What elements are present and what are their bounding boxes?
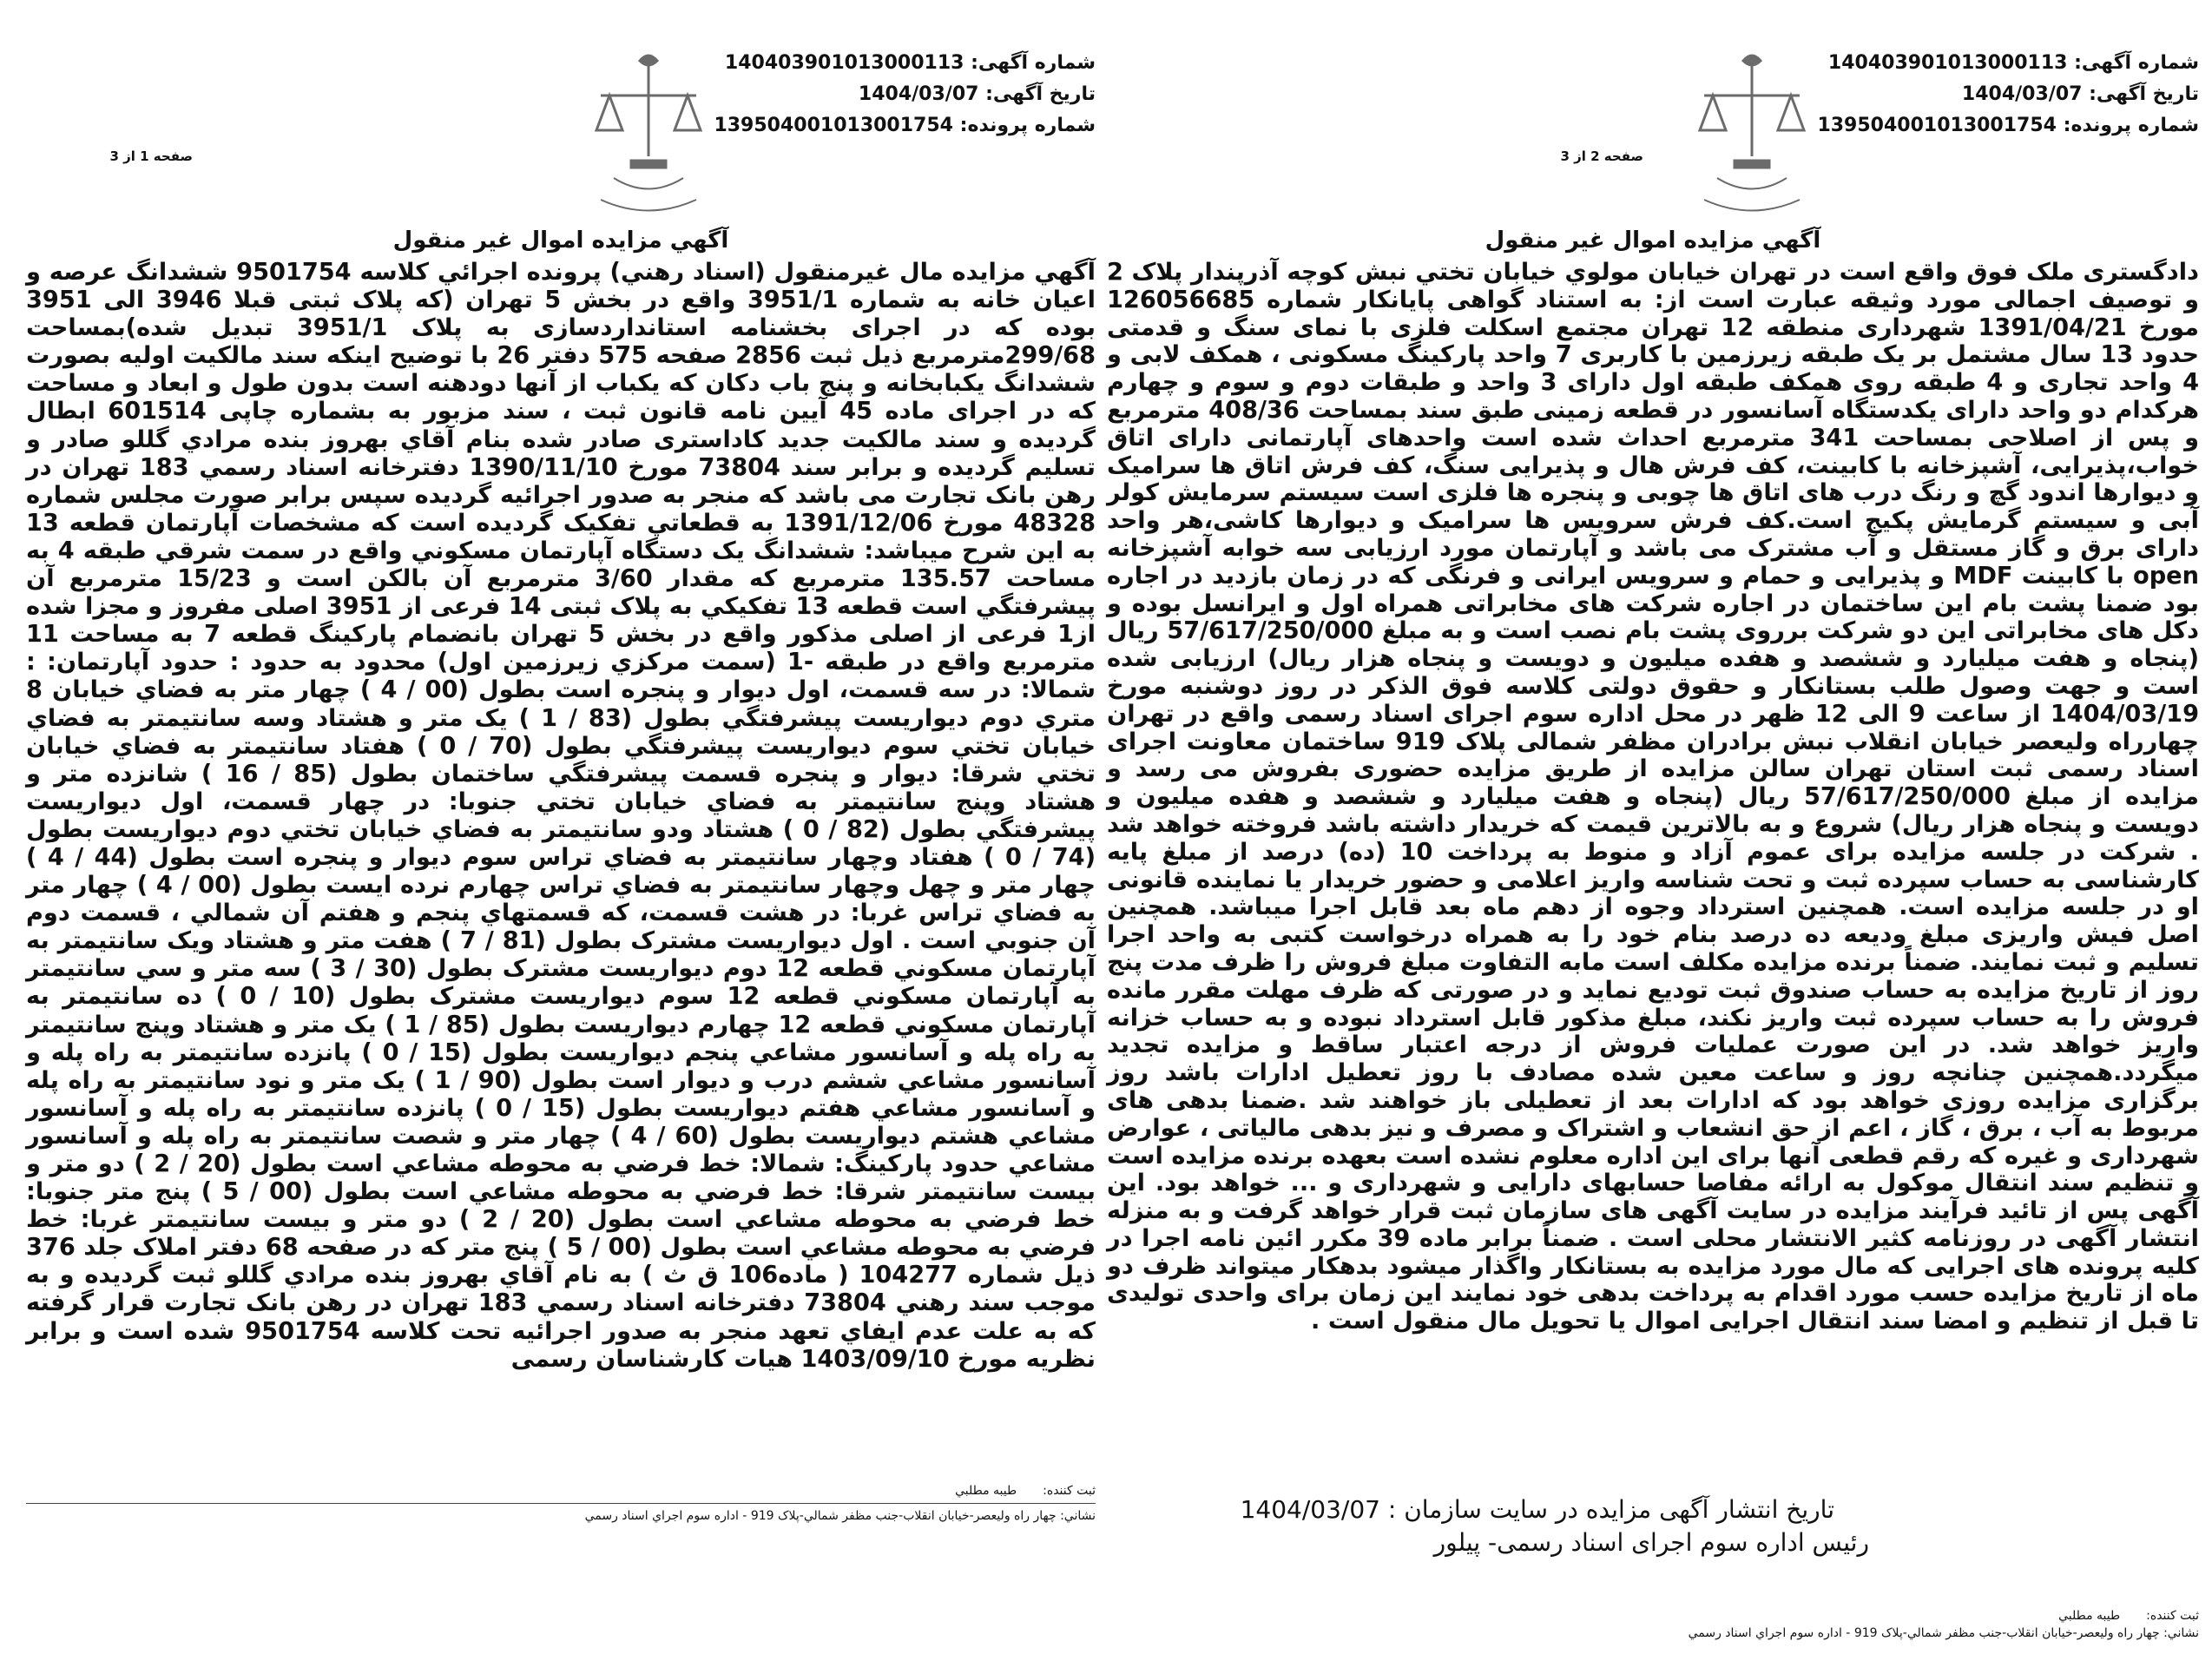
registrar-footer	[26, 1482, 1096, 1525]
notice-date: 1404/03/07	[1961, 83, 2083, 105]
case-number: 139504001013001754	[714, 115, 953, 136]
address: چهار راه وليعصر-خيابان انقلاب-جنب مظفر شمالي-پلاک 919 - اداره سوم اجراي اسناد رسمي	[584, 1509, 1057, 1523]
registrar-footer	[1107, 1607, 2199, 1642]
judiciary-scales-emblem-icon	[583, 48, 714, 221]
notice-number-label: شماره آگهی:	[971, 52, 1096, 74]
office-head-signature: رئیس اداره سوم اجرای اسناد رسمی- پیلور	[1433, 1528, 1869, 1557]
page-header	[26, 48, 1096, 221]
address: چهار راه وليعصر-خيابان انقلاب-جنب مظفر شمالي-پلاک 919 - اداره سوم اجراي اسناد رسمي	[1688, 1626, 2160, 1640]
registrar-name: طيبه مطلبي	[955, 1484, 1017, 1498]
page-number: صفحه 2 از 3	[1560, 148, 1643, 164]
notice-number: 140403901013000113	[1827, 52, 2068, 74]
notice-meta	[1817, 48, 2199, 142]
notice-body: دادگستری ملک فوق واقع است در تهران خيابان مولوي خيابان تختي نبش کوچه آذرپندار پلاک 2 و توصيف اجمالی مورد وثيقه عبارت است از: به استناد گواهی پایانکار شماره 126056685 مورخ 1391/04/21 شهرداری منطقه 12 تهران مجتمع اسکلت فلزی با نمای سنگ و قدمتی حدود 13 سال مشتمل بر یک طبقه زیرزمین با کاربری 7 واحد پارکینگ مسکونی ، همکف لابی و 4 واحد تجاری و 4 طبقه روی همکف طبقه اول دارای 3 واحد و طبقات دوم و سوم و چهارم هرکدام دو واحد دارای یکدستگاه آسانسور در قطعه زمینی طبق سند بمساحت 408/36 مترمربع و پس از اصلاحی بمساحت 341 مترمربع احداث شده است واحدهای آپارتمانی دارای اتاق خواب،پذیرایی، آشپزخانه با کابینت، کف فرش هال و پذیرایی سنگ، کف فرش اتاق ها سرامیک و دیوارها اندود گچ و رنگ درب های اتاق ها چوبی و پنجره ها فلزی است سیستم سرمایش کولر آبی و سیستم گرمایش پکیج است.کف فرش سرویس ها سرامیک و دیوارها کاشی،هر واحد دارای برق و گاز مستقل و آب مشترک می باشد و آپارتمان مورد ارزیابی سه خوابه آشپزخانه open با کابینت MDF و پذیرایی و حمام و سرویس ایرانی و فرنگی که در زمان بازدید در اجاره بود ضمنا پشت بام این ساختمان در اجاره شرکت های مخابراتی همراه اول و ایرانسل بوده و دکل های مخابراتی این دو شرکت برروی پشت بام نصب است و به مبلغ 57/617/250/000 ريال (پنجاه و هفت میلیارد و ششصد و هفده میلیون و دویست و پنجاه هزار ريال) ارزیابی شده است و جهت وصول طلب بستانکار و حقوق دولتی کلاسه فوق الذکر در روز دوشنبه مورخ 1404/03/19 از ساعت 9 الی 12 ظهر در محل اداره سوم اجرای اسناد رسمی واقع در تهران چهارراه ولیعصر خیابان انقلاب نبش برادران مظفر شمالی پلاک 919 ساختمان معاونت اجرای اسناد رسمی ثبت استان تهران سالن مزایده از طریق مزایده حضوری بفروش می رسد و مزایده از مبلغ 57/617/250/000 ريال (پنجاه و هفت میلیارد و ششصد و هفده میلیون و دویست و پنجاه هزار ريال) شروع و به بالاترین قیمت که خریدار داشته باشد فروخته خواهد شد . شرکت در جلسه مزایده برای عموم آزاد و منوط به پرداخت 10 (ده) درصد از مبلغ پایه کارشناسی به حساب سپرده ثبت و تحت شناسه واریز اعلامی و حضور خریدار یا نماینده قانونی او در جلسه مزایده است. همچنین استرداد وجوه از دهم ماه بعد قابل اجرا میباشد. همچنین اصل فیش واریزی مبلغ ودیعه ده درصد بنام خود را به همراه درخواست کتبی به واحد اجرا تسلیم و ثبت نمایند. ضمناً برنده مزایده مکلف است مابه التفاوت مبلغ فروش را ظرف مدت پنج روز از تاریخ مزایده به حساب صندوق ثبت تودیع نماید و در صورتی که ظرف مهلت مقرر مانده فروش را به حساب سپرده ثبت واریز نکند، مبلغ مذکور قابل استرداد نبوده و به حساب خزانه واریز خواهد شد. در این صورت عملیات فروش از درجه اعتبار ساقط و مزایده تجدید میگردد.همچنین چنانچه روز و ساعت معین شده مصادف با روز تعطیل ادارات باشد روز برگزاری مزایده روزی خواهد بود که ادارات بعد از تعطیلی باز خواهند شد .ضمنا بدهی های مربوط به آب ، برق ، گاز ، اعم از حق انشعاب و اشتراک و مصرف و نیز بدهی مالیاتی ، عوارض شهرداری و غیره که رقم قطعی آنها برای این اداره معلوم نشده است بعهده برنده مزایده است و تنظیم سند انتقال موکول به ارائه مفاصا حسابهای دارایی و شهرداری و ... خواهد بود. این آگهی پس از تائید فرآیند مزایده در سایت آگهی های سازمان ثبت قرار خواهد گرفت و به منزله انتشار آگهی در روزنامه کثیر الانتشار محلی است . ضمناً برابر ماده 39 مکرر ائین نامه اجرا در کلیه پرونده های اجرایی که مال مورد مزایده به بستانکار واگذار میشود بدهکار میتواند ظرف دو ماه از تاریخ مزایده حسب مورد اقدام به پرداخت بدهی خود نمایند این زمان برای واحدی تولیدی تا قبل از تنظیم و امضا سند انتقال اجرایی اموال یا تحویل مال منقول است .	[1107, 259, 2200, 1335]
notice-date-label: تاریخ آگهی:	[985, 83, 1096, 105]
page-2-column	[1107, 0, 2199, 1661]
address-label: نشاني:	[2163, 1626, 2199, 1640]
notice-number: 140403901013000113	[724, 52, 964, 74]
registrar-label: ثبت کننده:	[2146, 1609, 2199, 1623]
page-1-column	[26, 0, 1096, 1661]
page-number: صفحه 1 از 3	[109, 148, 193, 164]
notice-date-label: تاریخ آگهی:	[2089, 83, 2199, 105]
notice-meta	[714, 48, 1096, 142]
address-label: نشاني:	[1060, 1509, 1096, 1523]
page-header	[1107, 48, 2199, 221]
case-number-label: شماره پرونده:	[2063, 115, 2199, 136]
registrar-name: طيبه مطلبي	[2058, 1609, 2121, 1623]
registrar-label: ثبت کننده:	[1043, 1484, 1096, 1498]
case-number-label: شماره پرونده:	[959, 115, 1096, 136]
notice-date: 1404/03/07	[858, 83, 979, 105]
publish-date-line: تاریخ انتشار آگهی مزایده در سایت سازمان : 1404/03/07	[1240, 1495, 1834, 1524]
judiciary-scales-emblem-icon	[1687, 48, 1817, 221]
notice-number-label: شماره آگهی:	[2074, 52, 2199, 74]
notice-title: آگهي مزايده اموال غير منقول	[1485, 227, 1821, 254]
case-number: 139504001013001754	[1817, 115, 2057, 136]
notice-body: آگهي مزايده مال غيرمنقول (اسناد رهني) پرونده اجرائي کلاسه 9501754 ششدانگ عرصه و اعيان خانه به شماره 3951/1 واقع در بخش 5 تهران (که پلاک ثبتی قبلا 3946 الی 3951 بوده که در اجرای بخشنامه استانداردسازی به پلاک 3951/1 تبدیل شده)بمساحت 299/68مترمربع ذيل ثبت 2856 صفحه 575 دفتر 26 با توضیح اینکه سند مالکیت اولیه بصورت ششدانگ یکبابخانه و پنج باب دکان که یکباب از آنها دودهنه است بدون طول و ابعاد و مساحت که در اجرای ماده 45 آیین نامه قانون ثبت ، سند مزبور به بشماره چاپی 601514 ابطال گردیده و سند مالکیت جدید کاداستری صادر شده بنام آقاي بهروز بنده مرادي گللو صادر و تسلیم گردیده و برابر سند 73804 مورخ 1390/11/10 دفترخانه اسناد رسمي 183 تهران در رهن بانک تجارت می باشد که منجر به صدور اجرائيه گرديده سپس برابر صورت مجلس شماره 48328 مورخ 1391/12/06 به قطعاتي تفکيک گرديده است که مشخصات آپارتمان قطعه 13 به این شرح میباشد: ششدانگ يک دستگاه آپارتمان مسکوني واقع در سمت شرقي طبقه 4 به مساحت 135.57 مترمربع که مقدار 3/60 مترمربع آن بالکن است و 15/23 مترمربع آن پيشرفتگي است قطعه 13 تفکيکي به پلاک ثبتی 14 فرعی از 3951 اصلی مفروز و مجزا شده از1 فرعی از اصلی مذکور واقع در بخش 5 تهران بانضمام پارکينگ قطعه 7 به مساحت 11 مترمربع واقع در طبقه -1 (سمت مرکزي زيرزمين اول) محدود به حدود : حدود آپارتمان: : شمالا: در سه قسمت، اول ديوار و پنجره است بطول (00 / 4 ) چهار متر به فضاي خيابان 8 متري دوم ديواريست پيشرفتگي بطول (83 / 1 ) يک متر و هشتاد وسه سانتيمتر به فضاي خيابان تختي سوم ديواريست پيشرفتگي بطول (70 / 0 ) هفتاد سانتيمتر به فضاي خيابان تختي شرقا: ديوار و پنجره قسمت پيشرفتگي ساختمان بطول (85 / 16 ) شانزده متر و هشتاد وپنج سانتيمتر به فضاي خيابان تختي جنوبا: در چهار قسمت، اول ديواريست پيشرفتگي بطول (82 / 0 ) هشتاد ودو سانتيمتر به فضاي خيابان تختي دوم ديواريست بطول (74 / 0 ) هفتاد وچهار سانتيمتر به فضاي تراس سوم ديوار و پنجره است بطول (44 / 4 ) چهار متر و چهل وچهار سانتيمتر به فضاي تراس چهارم نرده ايست بطول (00 / 4 ) چهار متر به فضاي تراس غربا: در هشت قسمت، که قسمتهاي پنجم و هفتم آن شمالي ، قسمت دوم آن جنوبي است . اول ديواريست مشترک بطول (81 / 7 ) هفت متر و هشتاد ويک سانتيمتر به آپارتمان مسکوني قطعه 12 دوم ديواريست مشترک بطول (30 / 3 ) سه متر و سي سانتيمتر به آپارتمان مسکوني قطعه 12 سوم ديواريست مشترک بطول (10 / 0 ) ده سانتيمتر به آپارتمان مسکوني قطعه 12 چهارم ديواريست بطول (85 / 1 ) يک متر و هشتاد وپنج سانتيمتر به راه پله و آسانسور مشاعي پنجم ديواريست بطول (15 / 0 ) پانزده سانتيمتر به راه پله و آسانسور مشاعي ششم درب و ديوار است بطول (90 / 1 ) يک متر و نود سانتيمتر به راه پله و آسانسور مشاعي هفتم ديواريست بطول (15 / 0 ) پانزده سانتيمتر به راه پله و آسانسور مشاعي هشتم ديواريست بطول (60 / 4 ) چهار متر و شصت سانتيمتر به راه پله و آسانسور مشاعي حدود پارکينگ: شمالا: خط فرضي به محوطه مشاعي است بطول (20 / 2 ) دو متر و بيست سانتيمتر شرقا: خط فرضي به محوطه مشاعي است بطول (00 / 5 ) پنج متر جنوبا: خط فرضي به محوطه مشاعي است بطول (20 / 2 ) دو متر و بيست سانتيمتر غربا: خط فرضي به محوطه مشاعي است بطول (00 / 5 ) پنج متر که در صفحه 68 دفتر املاک جلد 376 ذیل شماره 104277 ( ماده106 ق ث ) به نام آقاي بهروز بنده مرادي گللو ثبت گرديده و به موجب سند رهني 73804 دفترخانه اسناد رسمي 183 تهران در رهن بانک تجارت قرار گرفته که به علت عدم ایفاي تعهد منجر به صدور اجرائيه تحت کلاسه 9501754 شده است و برابر نظريه مورخ 1403/09/10 هيات کارشناسان رسمی	[26, 259, 1096, 1373]
notice-title: آگهي مزايده اموال غير منقول	[392, 227, 729, 254]
